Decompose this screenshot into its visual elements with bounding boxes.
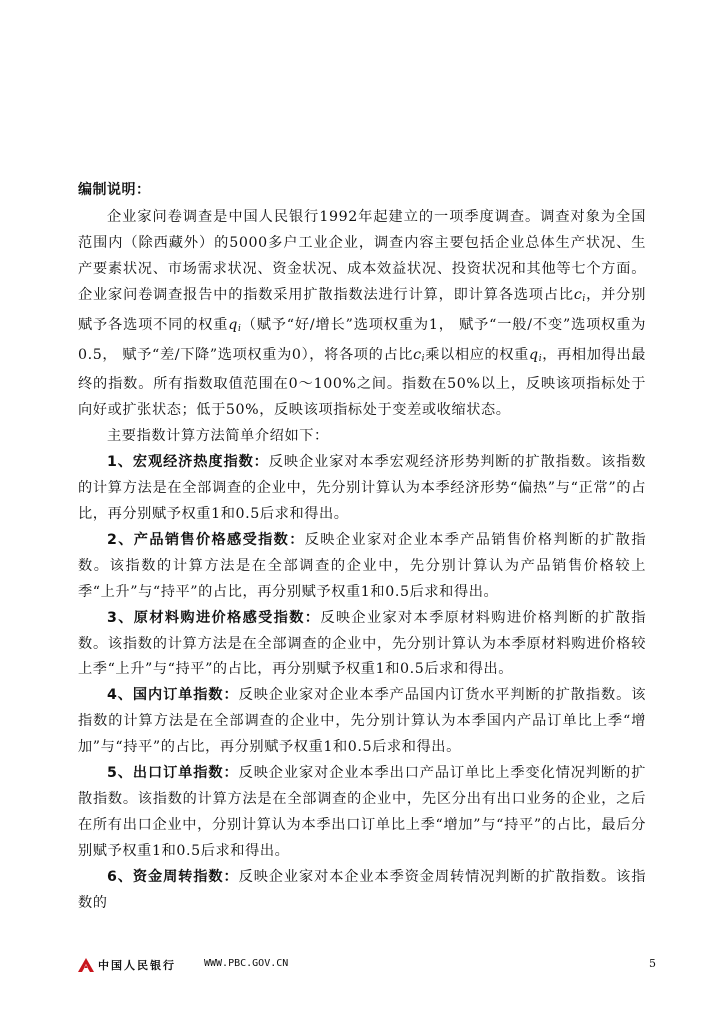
intro-text-4: 乘以相应的权重 — [425, 346, 530, 363]
section-macro-heat — [78, 450, 646, 528]
section-text: 反映企业家对企业本季产品国内订货水平判断的扩散指数。该指数的计算方法是在全部调查的企业中，先分别计算认为本季国内产品订单比上季“增加”与“持平”的占比，再分别赋予权重1和0.5后求和得出。 — [78, 687, 646, 756]
bank-name: 中国人民银行 — [98, 959, 176, 972]
pboc-logo-icon — [78, 958, 94, 972]
website-link[interactable]: WWW.PBC.GOV.CN — [204, 958, 289, 969]
page-number: 5 — [649, 957, 656, 970]
section-title: 2、产品销售价格感受指数： — [107, 531, 305, 548]
section-text: 反映企业家对本季宏观经济形势判断的扩散指数。该指数的计算方法是在全部调查的企业中，先分别计算认为本季经济形势“偏热”与“正常”的占比，再分别赋予权重1和0.5后求和得出。 — [78, 454, 646, 522]
section-text: 反映企业家对企业本季产品销售价格判断的扩散指数。该指数的计算方法是在全部调查的企业中，先分别计算认为产品销售价格较上季“上升”与“持平”的占比，再分别赋予权重1和0.5后求和得出。 — [78, 531, 646, 600]
formula-c-i: $c_i$ — [573, 286, 586, 304]
formula-q-i: $q_i$ — [228, 316, 242, 334]
section-title: 3、原材料购进价格感受指数： — [107, 609, 321, 626]
section-capital-turnover — [78, 865, 646, 917]
intro-text-3: （赋予“好/增长”选项权重为1， 赋予“一般/不变”选项权重为0.5， 赋予“差/下降”选项权重为0），将各项的占比 — [78, 316, 646, 363]
methods-intro: 主要指数计算方法简单介绍如下： — [107, 428, 329, 445]
section-title: 4、国内订单指数： — [107, 687, 239, 704]
page-footer — [78, 956, 656, 976]
intro-text-1: 企业家问卷调查是中国人民银行1992年起建立的一项季度调查。调查对象为全国范围内（除西藏外）的5000多户工业企业，调查内容主要包括企业总体生产状况、生产要素状况、市场需求状况、资金状况、成本效益状况、投资状况和其他等七个方面。企业家问卷调查报告中的指数采用扩散指数法进行计算，即计算各选项占比 — [78, 209, 646, 303]
formula-c-i-2: $c_i$ — [413, 346, 426, 364]
section-raw-material-price — [78, 606, 646, 684]
section-text: 反映企业家对本季原材料购进价格判断的扩散指数。该指数的计算方法是在全部调查的企业中，先分别计算认为本季原材料购进价格较上季“上升”与“持平”的占比，再分别赋予权重1和0.5后求和得出。 — [78, 609, 646, 678]
section-export-orders — [78, 761, 646, 865]
intro-paragraph — [78, 205, 646, 424]
section-text: 反映企业家对本企业本季资金周转情况判断的扩散指数。该指数的 — [78, 868, 646, 911]
section-domestic-orders — [78, 683, 646, 761]
section-title: 5、出口订单指数： — [107, 765, 239, 782]
section-heading: 编制说明： — [78, 182, 151, 198]
intro-text-5: ，再相加得出最终的指数。所有指数取值范围在0～100%之间。指数在50%以上，反映该项指标处于向好或扩张状态；低于50%，反映该项指标处于变差或收缩状态。 — [78, 346, 646, 419]
formula-q-i-2: $q_i$ — [529, 346, 543, 364]
intro-text-2: ，并分别赋予各选项不同的权重 — [78, 286, 646, 333]
section-title: 6、资金周转指数： — [107, 868, 239, 885]
section-title: 1、宏观经济热度指数： — [107, 454, 269, 471]
section-text: 反映企业家对企业本季出口产品订单比上季变化情况判断的扩散指数。该指数的计算方法是在全部调查的企业中，先区分出有出口业务的企业，之后在所有出口企业中，分别计算认为本季出口订单比上季“增加”与“持平”的占比，最后分别赋予权重1和0.5后求和得出。 — [78, 765, 646, 859]
section-sales-price — [78, 528, 646, 606]
document-body — [78, 205, 646, 916]
